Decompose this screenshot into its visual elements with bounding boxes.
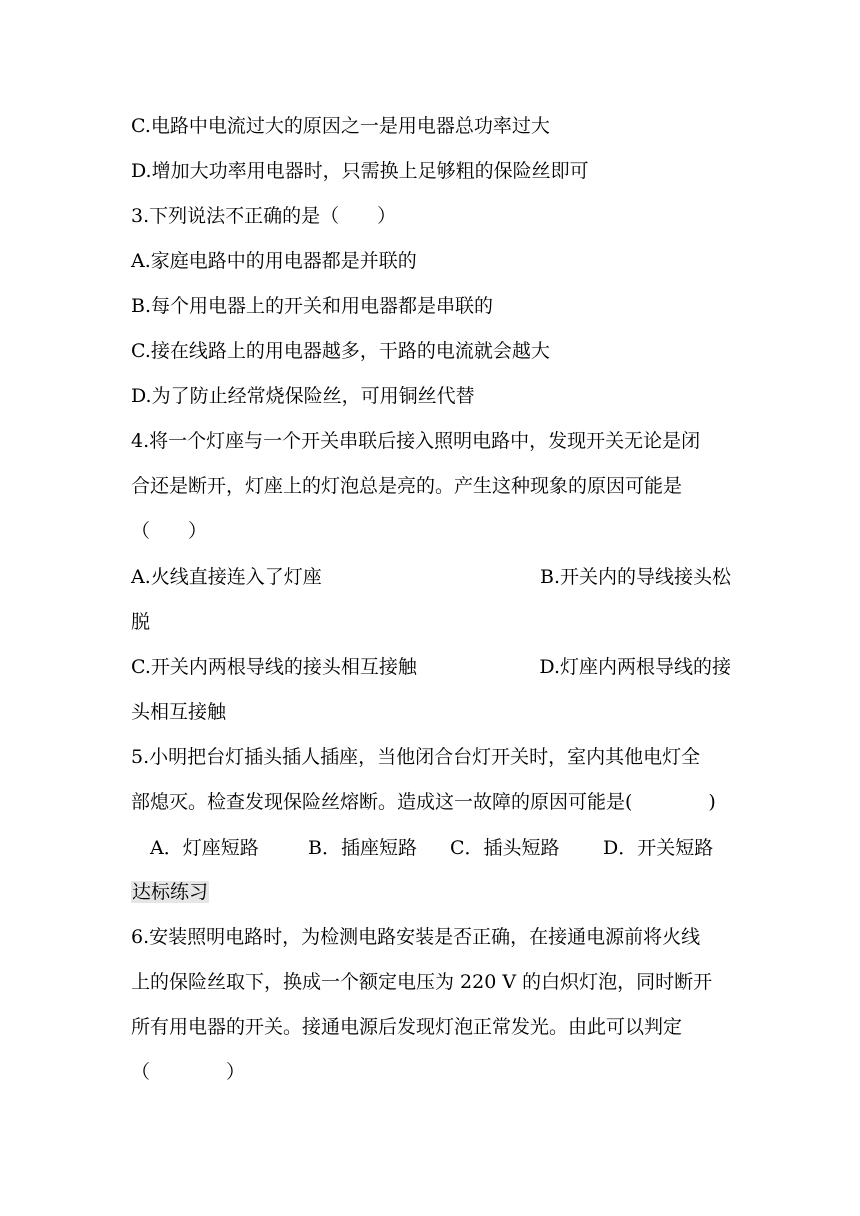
question-3-option-b: B.每个用电器上的开关和用电器都是串联的 (131, 295, 494, 317)
option-c-line: C.电路中电流过大的原因之一是用电器总功率过大 (131, 115, 550, 137)
question-4-option-a: A.火线直接连入了灯座 (131, 566, 322, 588)
question-5-option-c: C．插头短路 (450, 837, 560, 859)
question-4-option-b-cont: 脱 (131, 611, 151, 633)
question-4-option-d-cont: 头相互接触 (131, 701, 227, 723)
section-heading-text: 达标练习 (132, 881, 209, 903)
question-5-option-d: D．开关短路 (603, 837, 714, 859)
question-6-line-4: （ ） (131, 1061, 246, 1083)
question-4-line-1: 4.将一个灯座与一个开关串联后接入照明电路中，发现开关无论是闭 (131, 430, 701, 452)
question-6-line-1: 6.安装照明电路时，为检测电路安装是否正确，在接通电源前将火线 (131, 926, 701, 948)
option-d-line: D.增加大功率用电器时，只需换上足够粗的保险丝即可 (131, 160, 589, 182)
question-5-options (150, 836, 730, 860)
question-4-options-ab (131, 565, 731, 589)
question-3-option-c: C.接在线路上的用电器越多，干路的电流就会越大 (131, 340, 550, 362)
question-3-option-a: A.家庭电路中的用电器都是并联的 (131, 250, 417, 272)
question-6-line-2: 上的保险丝取下，换成一个额定电压为 220 V 的白炽灯泡，同时断开 (131, 971, 713, 993)
question-6-line-3: 所有用电器的开关。接通电源后发现灯泡正常发光。由此可以判定 (131, 1016, 683, 1038)
question-4-line-3: （ ） (131, 520, 208, 542)
question-4-line-2: 合还是断开，灯座上的灯泡总是亮的。产生这种现象的原因可能是 (131, 475, 683, 497)
question-3-option-d: D.为了防止经常烧保险丝，可用铜丝代替 (131, 385, 475, 407)
section-heading (131, 880, 731, 904)
question-4-options-cd (131, 655, 731, 679)
question-5-line-2: 部熄灭。检查发现保险丝熔断。造成这一故障的原因可能是( ) (131, 791, 716, 813)
question-4-option-c: C.开关内两根导线的接头相互接触 (131, 656, 417, 678)
question-5-option-a: A．灯座短路 (150, 837, 259, 859)
question-5-option-b: B．插座短路 (308, 837, 417, 859)
question-5-line-1: 5.小明把台灯插头插人插座，当他闭合台灯开关时，室内其他电灯全 (131, 746, 701, 768)
question-4-option-d: D.灯座内两根导线的接 (539, 656, 731, 678)
question-3: 3.下列说法不正确的是（ ） (131, 205, 397, 227)
question-4-option-b: B.开关内的导线接头松 (539, 566, 731, 588)
